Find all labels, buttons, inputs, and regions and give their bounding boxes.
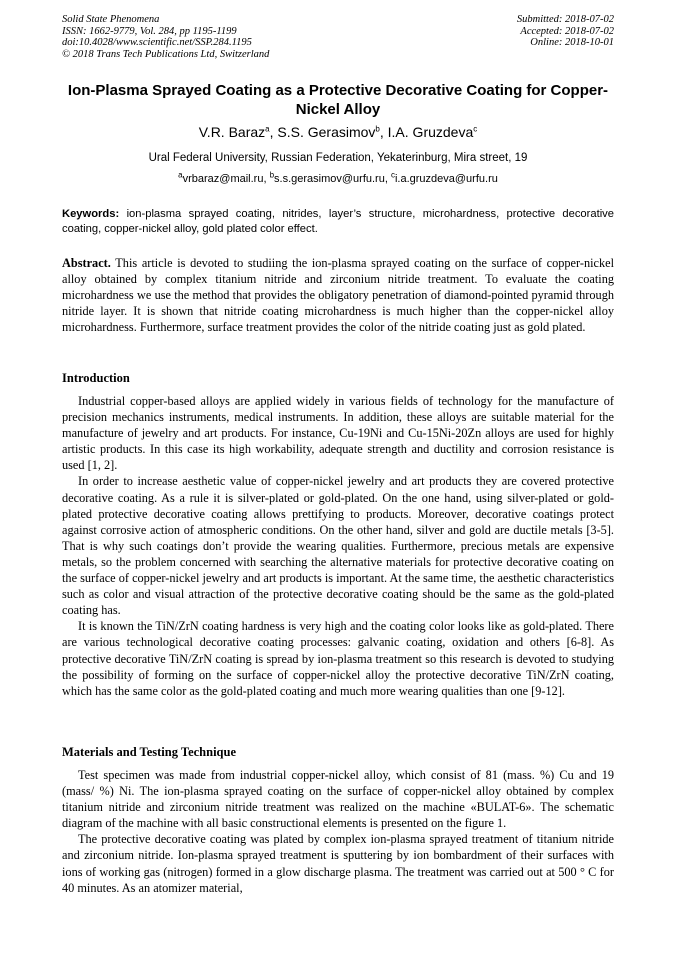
- journal-header-left: [62, 14, 269, 60]
- author-name: S.S. Gerasimov: [277, 124, 376, 140]
- keywords-text: ion-plasma sprayed coating, nitrides, layer’s structure, microhardness, protective decorative coating, copper-nickel alloy, gold plated color effect.: [62, 208, 615, 235]
- abstract-block: [62, 255, 614, 335]
- author-superscript: b: [375, 124, 380, 134]
- author-name: V.R. Baraz: [198, 124, 266, 140]
- paragraph: In order to increase aesthetic value of copper-nickel jewelry and art products they are covered protective decorative coating. As a rule it is silver-plated or gold-plated. On the one hand, using silver-plated or gold-plated protective decorative coating allows prettifying to products. Moreover, decorative coatings protect against corrosive action of atmospheric conditions. On the other hand, silver and gold are ductile metals [3-5]. That is why such coatings don’t provide the wearing qualities. Furthermore, precious metals are expensive metals, so the problem concerned with searching the alternative materials for protective decorative coating on the surface of copper-nickel jewelry and art products is important. At the same time, the aesthetic characteristics such as color and visual attraction of the protective decorative coating should be the same as the gold-plated coating has.: [62, 474, 614, 618]
- materials-body: [62, 767, 614, 896]
- keywords-label: Keywords:: [62, 208, 120, 220]
- affiliation: Ural Federal University, Russian Federation, Yekaterinburg, Mira street, 19: [148, 152, 528, 164]
- date-accepted: Accepted: 2018-07-02: [520, 25, 614, 37]
- author-name: I.A. Gruzdeva: [387, 124, 474, 140]
- paragraph: The protective decorative coating was plated by complex ion-plasma sprayed treatment of titanium nitride and zirconium nitride. Ion-plasma sprayed treatment is sputtering by ion bombardment of their surfaces with ions of working gas (nitrogen) formed in a glow discharge plasma. The treatment was carried out at 500 ° C for 40 minutes. As an atomizer material,: [62, 832, 614, 895]
- introduction-heading: Introduction: [62, 371, 130, 385]
- email-address[interactable]: vrbaraz@mail.ru: [182, 173, 264, 185]
- paragraph: Test specimen was made from industrial copper-nickel alloy, which consist of 81 (mass. %) Cu and 19 (mass/ %) Ni. The ion-plasma sprayed coating on the surface of copper-nickel alloy obtained by complex titanium nitride and zirconium nitride treatment was realized on the machine «BULAT-6». The schematic diagram of the machine with all basic constructional elements is presented on the figure 1.: [62, 768, 614, 831]
- paper-title: Ion-Plasma Sprayed Coating as a Protective Decorative Coating for Copper-Nickel Alloy: [67, 82, 609, 118]
- journal-copyright: © 2018 Trans Tech Publications Ltd, Switzerland: [62, 48, 270, 60]
- date-online: Online: 2018-10-01: [530, 37, 614, 49]
- email-separator: ,: [384, 173, 391, 185]
- email-address[interactable]: i.a.gruzdeva@urfu.ru: [394, 173, 498, 185]
- email-superscript: a: [178, 170, 183, 180]
- email-separator: ,: [263, 173, 270, 185]
- author-separator: ,: [269, 124, 278, 140]
- date-submitted: Submitted: 2018-07-02: [516, 14, 614, 25]
- journal-name: Solid State Phenomena: [62, 14, 160, 25]
- email-list: [62, 172, 614, 186]
- paragraph: It is known the TiN/ZrN coating hardness is very high and the coating color looks like as gold-plated. There are various technological decorative coating processes: galvanic coating, oxidation and others [6-8]. As protective decorative TiN/ZrN coating is spread by ion-plasma treatment so this research is devoted to studying the possibility of forming on the surface of copper-nickel alloy the protective decorative TiN/ZrN coating, which has the same color as the gold-plated coating and much more wearing qualities than one [9-12].: [62, 619, 614, 698]
- paragraph: Industrial copper-based alloys are applied widely in various fields of technology for the manufacture of precision mechanics instruments, medical instruments. In addition, these alloys are suitable material for the manufacture of jewelry and art products. For instance, Cu-19Ni and Cu-15Ni-20Zn alloys are used for highly artistic products. In this case its high workability, adequate strength and ductility and corrosion resistance is used [1, 2].: [62, 394, 614, 473]
- email-superscript: b: [269, 170, 275, 180]
- author-list: [62, 123, 614, 141]
- journal-issn: ISSN: 1662-9779, Vol. 284, pp 1195-1199: [62, 25, 237, 37]
- keywords-block: [62, 207, 614, 237]
- email-superscript: c: [390, 170, 395, 180]
- abstract-label: Abstract.: [62, 256, 111, 270]
- author-superscript: a: [265, 124, 270, 134]
- materials-heading: Materials and Testing Technique: [62, 745, 236, 759]
- abstract-text: This article is devoted to studiing the ion-plasma sprayed coating on the surface of copper-nickel alloy obtained by complex titanium nitride and zirconium nitride treatment. To evaluate the coating microhardness we use the method that provides the obligatory penetration of diamond-pointed pyramid through nitride layer. It is shown that nitride coating microhardness is much higher than the copper-nickel alloy microhardness. Furthermore, surface treatment provides the color of the nitride coating just as gold plated.: [62, 256, 615, 335]
- journal-header-right: [517, 14, 614, 49]
- email-address[interactable]: s.s.gerasimov@urfu.ru: [274, 173, 385, 185]
- author-superscript: c: [473, 124, 478, 134]
- introduction-body: [62, 393, 614, 699]
- journal-doi: doi:10.4028/www.scientific.net/SSP.284.1195: [62, 37, 252, 49]
- author-separator: ,: [379, 124, 388, 140]
